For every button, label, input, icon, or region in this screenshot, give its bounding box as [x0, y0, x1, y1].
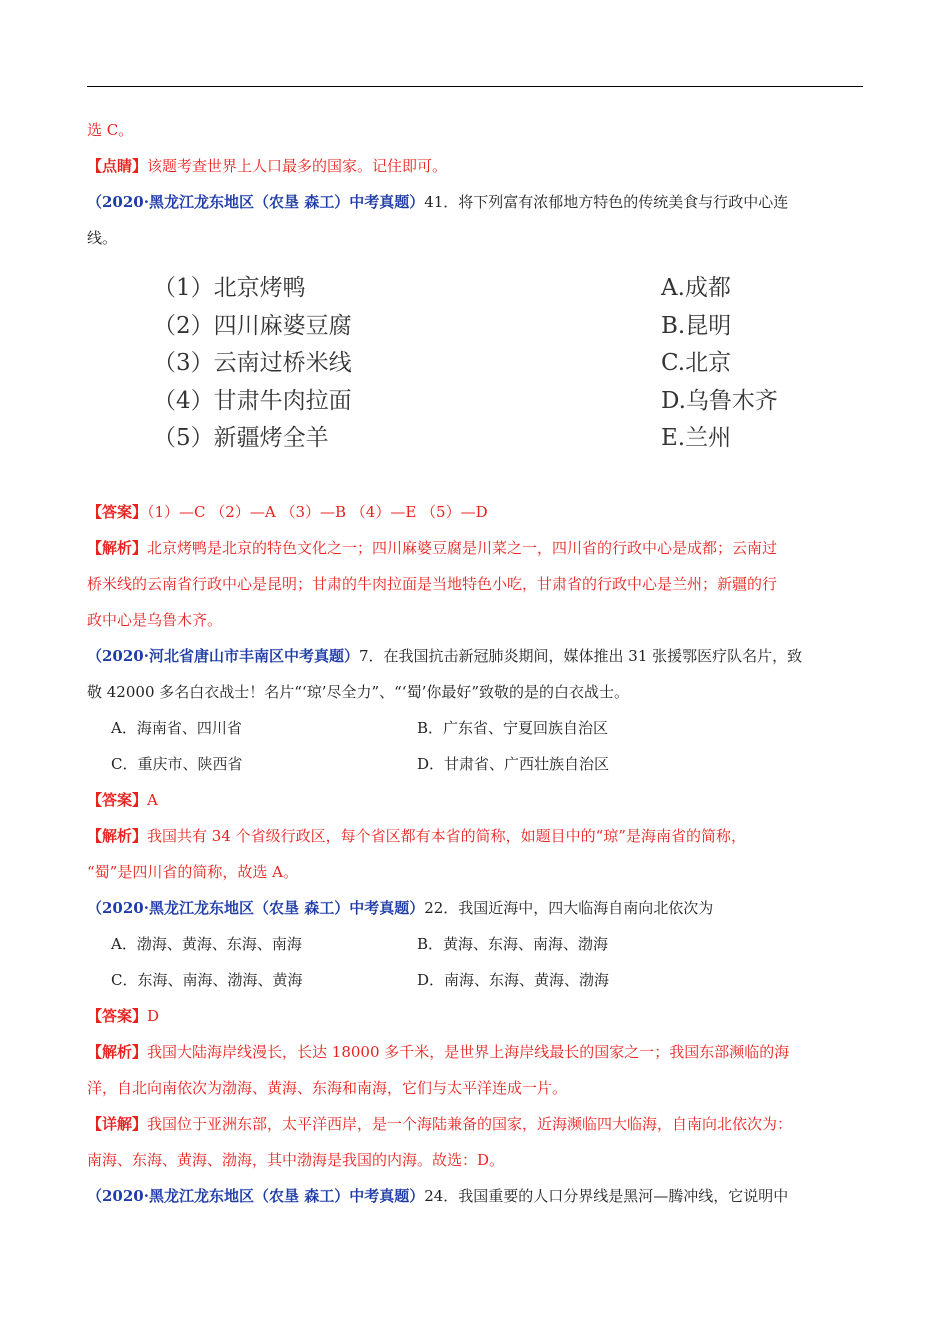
- option-d: D．南海、东海、黄海、渤海: [417, 971, 610, 989]
- q41-text-1: 41．将下列富有浓郁地方特色的传统美食与行政中心连: [424, 193, 789, 211]
- food-column: [153, 270, 352, 458]
- q22-source: （2020·黑龙江龙东地区（农垦 森工）中考真题）: [87, 899, 425, 917]
- explanation-tag: 【解析】: [87, 827, 148, 845]
- option-c: C．重庆市、陕西省: [111, 755, 243, 773]
- comment-tag: 【点睛】: [87, 157, 148, 175]
- answer-text: D: [147, 1007, 160, 1025]
- q24-stem: [87, 1178, 863, 1214]
- food-item: （4）甘肃牛肉拉面: [153, 387, 352, 414]
- q22-text: 22．我国近海中，四大临海自南向北依次为: [424, 899, 714, 917]
- city-item: B.昆明: [661, 312, 732, 339]
- answer-tag: 【答案】: [87, 791, 148, 809]
- city-column: [661, 270, 778, 458]
- city-item: C.北京: [661, 350, 732, 376]
- food-item: （2）四川麻婆豆腐: [153, 312, 352, 339]
- option-a: A．海南省、四川省: [111, 719, 242, 737]
- q41-explanation-2: 桥米线的云南省行政中心是昆明；甘肃的牛肉拉面是当地特色小吃，甘肃省的行政中心是兰州；新疆的行: [87, 575, 778, 593]
- q22-options-row-2: [87, 962, 863, 998]
- answer-tag: 【答案】: [87, 503, 148, 521]
- food-item: （1）北京烤鸭: [153, 275, 306, 301]
- q7-stem-1: [87, 638, 863, 674]
- prev-answer-tail: 选 C。: [87, 121, 134, 139]
- option-c: C．东海、南海、渤海、黄海: [111, 971, 303, 989]
- q22-options-row-1: [87, 926, 863, 962]
- q24-source: （2020·黑龙江龙东地区（农垦 森工）中考真题）: [87, 1187, 425, 1205]
- q7-stem-2: 敬 42000 多名白衣战士！名片“‘琼’尽全力”、“‘蜀’你最好”致敬的是的白衣战士。: [87, 683, 630, 701]
- q41-stem-1: [87, 184, 863, 220]
- option-b: B．广东省、宁夏回族自治区: [417, 719, 609, 737]
- explanation-tag: 【解析】: [87, 1043, 148, 1061]
- q41-explanation-3: 政中心是乌鲁木齐。: [87, 611, 223, 629]
- comment-line: [87, 148, 863, 184]
- document-body: [87, 112, 863, 1214]
- q22-explanation-2: 洋，自北向南依次为渤海、黄海、东海和南海，它们与太平洋连成一片。: [87, 1079, 568, 1097]
- q41-answer: [87, 494, 863, 530]
- q7-options-row-2: [87, 746, 863, 782]
- option-a: A．渤海、黄海、东海、南海: [111, 935, 302, 953]
- q7-source: （2020·河北省唐山市丰南区中考真题）: [87, 647, 359, 665]
- q24-text: 24．我国重要的人口分界线是黑河—腾冲线，它说明中: [424, 1187, 789, 1205]
- city-item: A.成都: [661, 275, 731, 301]
- answer-text: （1）—C （2）—A （3）—B （4）—E （5）—D: [147, 503, 488, 521]
- header-rule: [87, 86, 863, 87]
- q7-explanation-1: [87, 818, 863, 854]
- answer-tag: 【答案】: [87, 1007, 148, 1025]
- q7-text-1: 7．在我国抗击新冠肺炎期间，媒体推出 31 张援鄂医疗队名片，致: [358, 647, 803, 665]
- detail-tag: 【详解】: [87, 1115, 148, 1133]
- q41-explanation-1: [87, 530, 863, 566]
- option-b: B．黄海、东海、南海、渤海: [417, 935, 609, 953]
- food-item: （3）云南过桥米线: [153, 350, 352, 376]
- city-item: E.兰州: [661, 425, 732, 451]
- q22-stem: [87, 890, 863, 926]
- answer-text: A: [147, 791, 158, 809]
- q7-answer: [87, 782, 863, 818]
- explanation-text: 我国大陆海岸线漫长，长达 18000 多千米，是世界上海岸线最长的国家之一；我国东部濒临的海: [147, 1043, 790, 1061]
- detail-text: 我国位于亚洲东部，太平洋西岸，是一个海陆兼备的国家，近海濒临四大临海，自南向北依次为：: [147, 1115, 793, 1133]
- explanation-text: 我国共有 34 个省级行政区，每个省区都有本省的简称，如题目中的“琼”是海南省的简称，: [147, 827, 746, 845]
- q41-source: （2020·黑龙江龙东地区（农垦 森工）中考真题）: [87, 193, 425, 211]
- matching-table: [87, 256, 863, 494]
- q22-answer: [87, 998, 863, 1034]
- explanation-tag: 【解析】: [87, 539, 148, 557]
- q7-options-row-1: [87, 710, 863, 746]
- q22-detail-2: 南海、东海、黄海、渤海，其中渤海是我国的内海。故选：D。: [87, 1151, 505, 1169]
- comment-text: 该题考查世界上人口最多的国家。记住即可。: [147, 157, 448, 175]
- q22-detail-1: [87, 1106, 863, 1142]
- explanation-text: 北京烤鸭是北京的特色文化之一；四川麻婆豆腐是川菜之一，四川省的行政中心是成都；云南过: [147, 539, 778, 557]
- option-d: D．甘肃省、广西壮族自治区: [417, 755, 610, 773]
- q41-stem-2: 线。: [87, 229, 118, 247]
- city-item: D.乌鲁木齐: [661, 387, 778, 414]
- q7-explanation-2: “蜀”是四川省的简称，故选 A。: [87, 863, 298, 881]
- food-item: （5）新疆烤全羊: [153, 425, 329, 451]
- q22-explanation-1: [87, 1034, 863, 1070]
